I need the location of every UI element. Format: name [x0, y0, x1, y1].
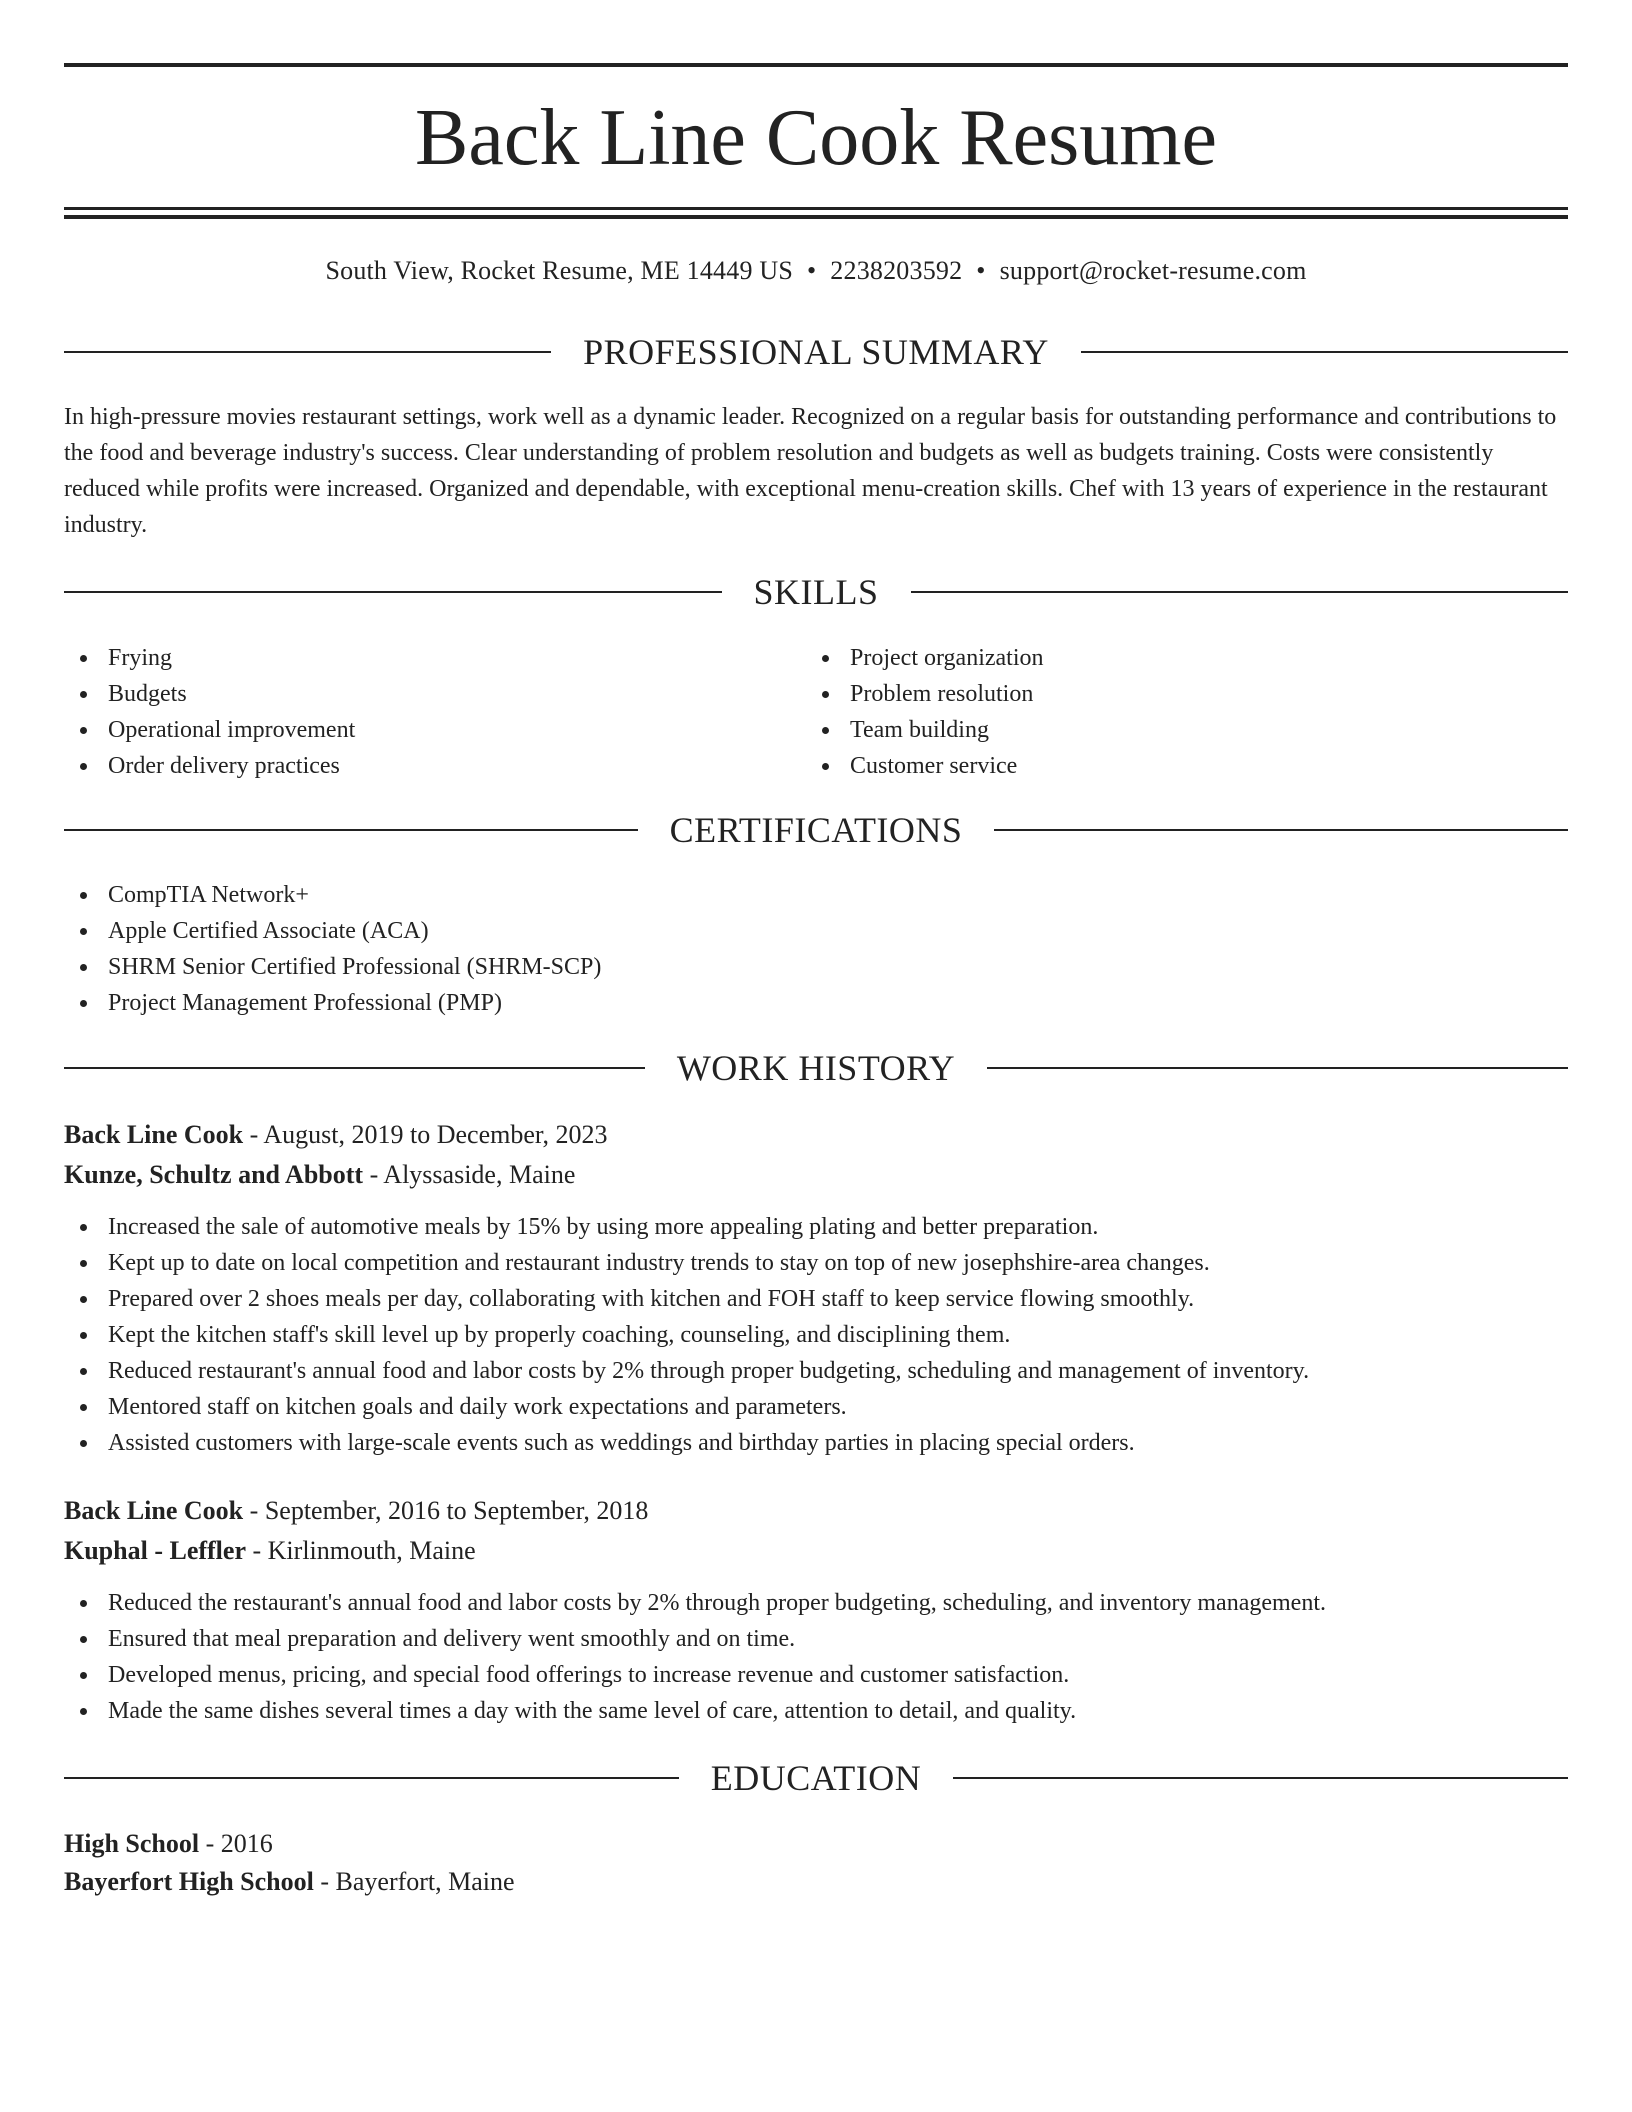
certification-item: Apple Certified Associate (ACA) — [64, 913, 1568, 949]
certification-item: CompTIA Network+ — [64, 877, 1568, 913]
contact-line — [64, 253, 1568, 289]
divider-line — [64, 829, 638, 831]
section-title: PROFESSIONAL SUMMARY — [583, 332, 1049, 372]
job-bullet: Reduced the restaurant's annual food and labor costs by 2% through proper budgeting, scheduling, and inventory management. — [64, 1585, 1568, 1621]
divider-line — [987, 1067, 1568, 1069]
job-bullet: Prepared over 2 shoes meals per day, collaborating with kitchen and FOH staff to keep service flowing smoothly. — [64, 1281, 1568, 1317]
job-location: - Alyssaside, Maine — [363, 1160, 576, 1189]
skill-item: Frying — [64, 640, 804, 676]
job-bullet: Mentored staff on kitchen goals and daily work expectations and parameters. — [64, 1389, 1568, 1425]
section-heading-skills — [64, 570, 1568, 614]
contact-address: South View, Rocket Resume, ME 14449 US — [325, 256, 793, 285]
skill-item: Operational improvement — [64, 712, 804, 748]
title-underline-rule-2 — [64, 215, 1568, 219]
job-company: Kunze, Schultz and Abbott — [64, 1160, 364, 1189]
education-school-line — [64, 1863, 515, 1901]
education-year: - 2016 — [199, 1829, 273, 1858]
job-bullet: Developed menus, pricing, and special food offerings to increase revenue and customer satisfaction. — [64, 1657, 1568, 1693]
contact-separator: • — [976, 256, 986, 285]
job-bullet: Assisted customers with large-scale events such as weddings and birthday parties in placing special orders. — [64, 1425, 1568, 1461]
section-heading-certifications — [64, 808, 1568, 852]
contact-phone: 2238203592 — [830, 256, 963, 285]
job-bullet: Reduced restaurant's annual food and labor costs by 2% through proper budgeting, scheduling and management of inventory. — [64, 1353, 1568, 1389]
divider-line — [64, 351, 551, 353]
divider-line — [64, 1067, 645, 1069]
certifications-list — [64, 877, 1568, 1021]
divider-line — [64, 591, 722, 593]
skill-item: Customer service — [806, 748, 1566, 784]
section-title: CERTIFICATIONS — [669, 810, 963, 850]
job-dates: - August, 2019 to December, 2023 — [243, 1120, 608, 1149]
job-title-line — [64, 1492, 648, 1530]
education-school: Bayerfort High School — [64, 1867, 314, 1896]
job-bullet: Increased the sale of automotive meals by 15% by using more appealing plating and better preparation. — [64, 1209, 1568, 1245]
certification-item: SHRM Senior Certified Professional (SHRM-SCP) — [64, 949, 1568, 985]
certification-item: Project Management Professional (PMP) — [64, 985, 1568, 1021]
job-title: Back Line Cook — [64, 1120, 244, 1149]
divider-line — [911, 591, 1569, 593]
job-bullet: Ensured that meal preparation and delivery went smoothly and on time. — [64, 1621, 1568, 1657]
contact-email: support@rocket-resume.com — [999, 256, 1307, 285]
skill-item: Team building — [806, 712, 1566, 748]
section-title: WORK HISTORY — [676, 1048, 956, 1088]
section-heading-work-history — [64, 1046, 1568, 1090]
divider-line — [953, 1777, 1568, 1779]
skill-item: Budgets — [64, 676, 804, 712]
divider-line — [994, 829, 1568, 831]
contact-separator: • — [806, 256, 817, 285]
job-company-line — [64, 1532, 476, 1570]
job-bullet: Kept the kitchen staff's skill level up by properly coaching, counseling, and disciplining them. — [64, 1317, 1568, 1353]
job-bullet: Made the same dishes several times a day with the same level of care, attention to detail, and quality. — [64, 1693, 1568, 1729]
section-heading-summary — [64, 330, 1568, 374]
job-bullets — [64, 1585, 1568, 1729]
job-bullets — [64, 1209, 1568, 1461]
job-company: Kuphal - Leffler — [64, 1536, 246, 1565]
divider-line — [64, 1777, 679, 1779]
education-degree: High School — [64, 1829, 200, 1858]
education-degree-line — [64, 1825, 273, 1863]
skill-item: Project organization — [806, 640, 1566, 676]
education-location: - Bayerfort, Maine — [313, 1867, 515, 1896]
job-title-line — [64, 1116, 608, 1154]
skills-list-left — [64, 640, 804, 784]
job-location: - Kirlinmouth, Maine — [246, 1536, 476, 1565]
job-bullet: Kept up to date on local competition and restaurant industry trends to stay on top of new josephshire-area changes. — [64, 1245, 1568, 1281]
section-title: EDUCATION — [710, 1758, 922, 1798]
section-title: SKILLS — [753, 572, 879, 612]
top-rule — [64, 63, 1568, 67]
job-company-line — [64, 1156, 575, 1194]
title-underline-rule — [64, 207, 1568, 210]
section-heading-education — [64, 1756, 1568, 1800]
job-title: Back Line Cook — [64, 1496, 244, 1525]
skills-list-right — [806, 640, 1566, 784]
resume-title: Back Line Cook Resume — [414, 94, 1218, 182]
skill-item: Order delivery practices — [64, 748, 804, 784]
job-dates: - September, 2016 to September, 2018 — [243, 1496, 649, 1525]
summary-text: In high-pressure movies restaurant settings, work well as a dynamic leader. Recognized on a regular basis for outstanding performance and contributions to the food and beverage industry's success. Clear understanding of problem resolution and budgets as well as budgets training. Costs were consistently reduced while profits were increased. Organized and dependable, with exceptional menu-creation skills. Chef with 13 years of experience in the restaurant industry. — [64, 404, 1557, 538]
divider-line — [1081, 351, 1568, 353]
skill-item: Problem resolution — [806, 676, 1566, 712]
